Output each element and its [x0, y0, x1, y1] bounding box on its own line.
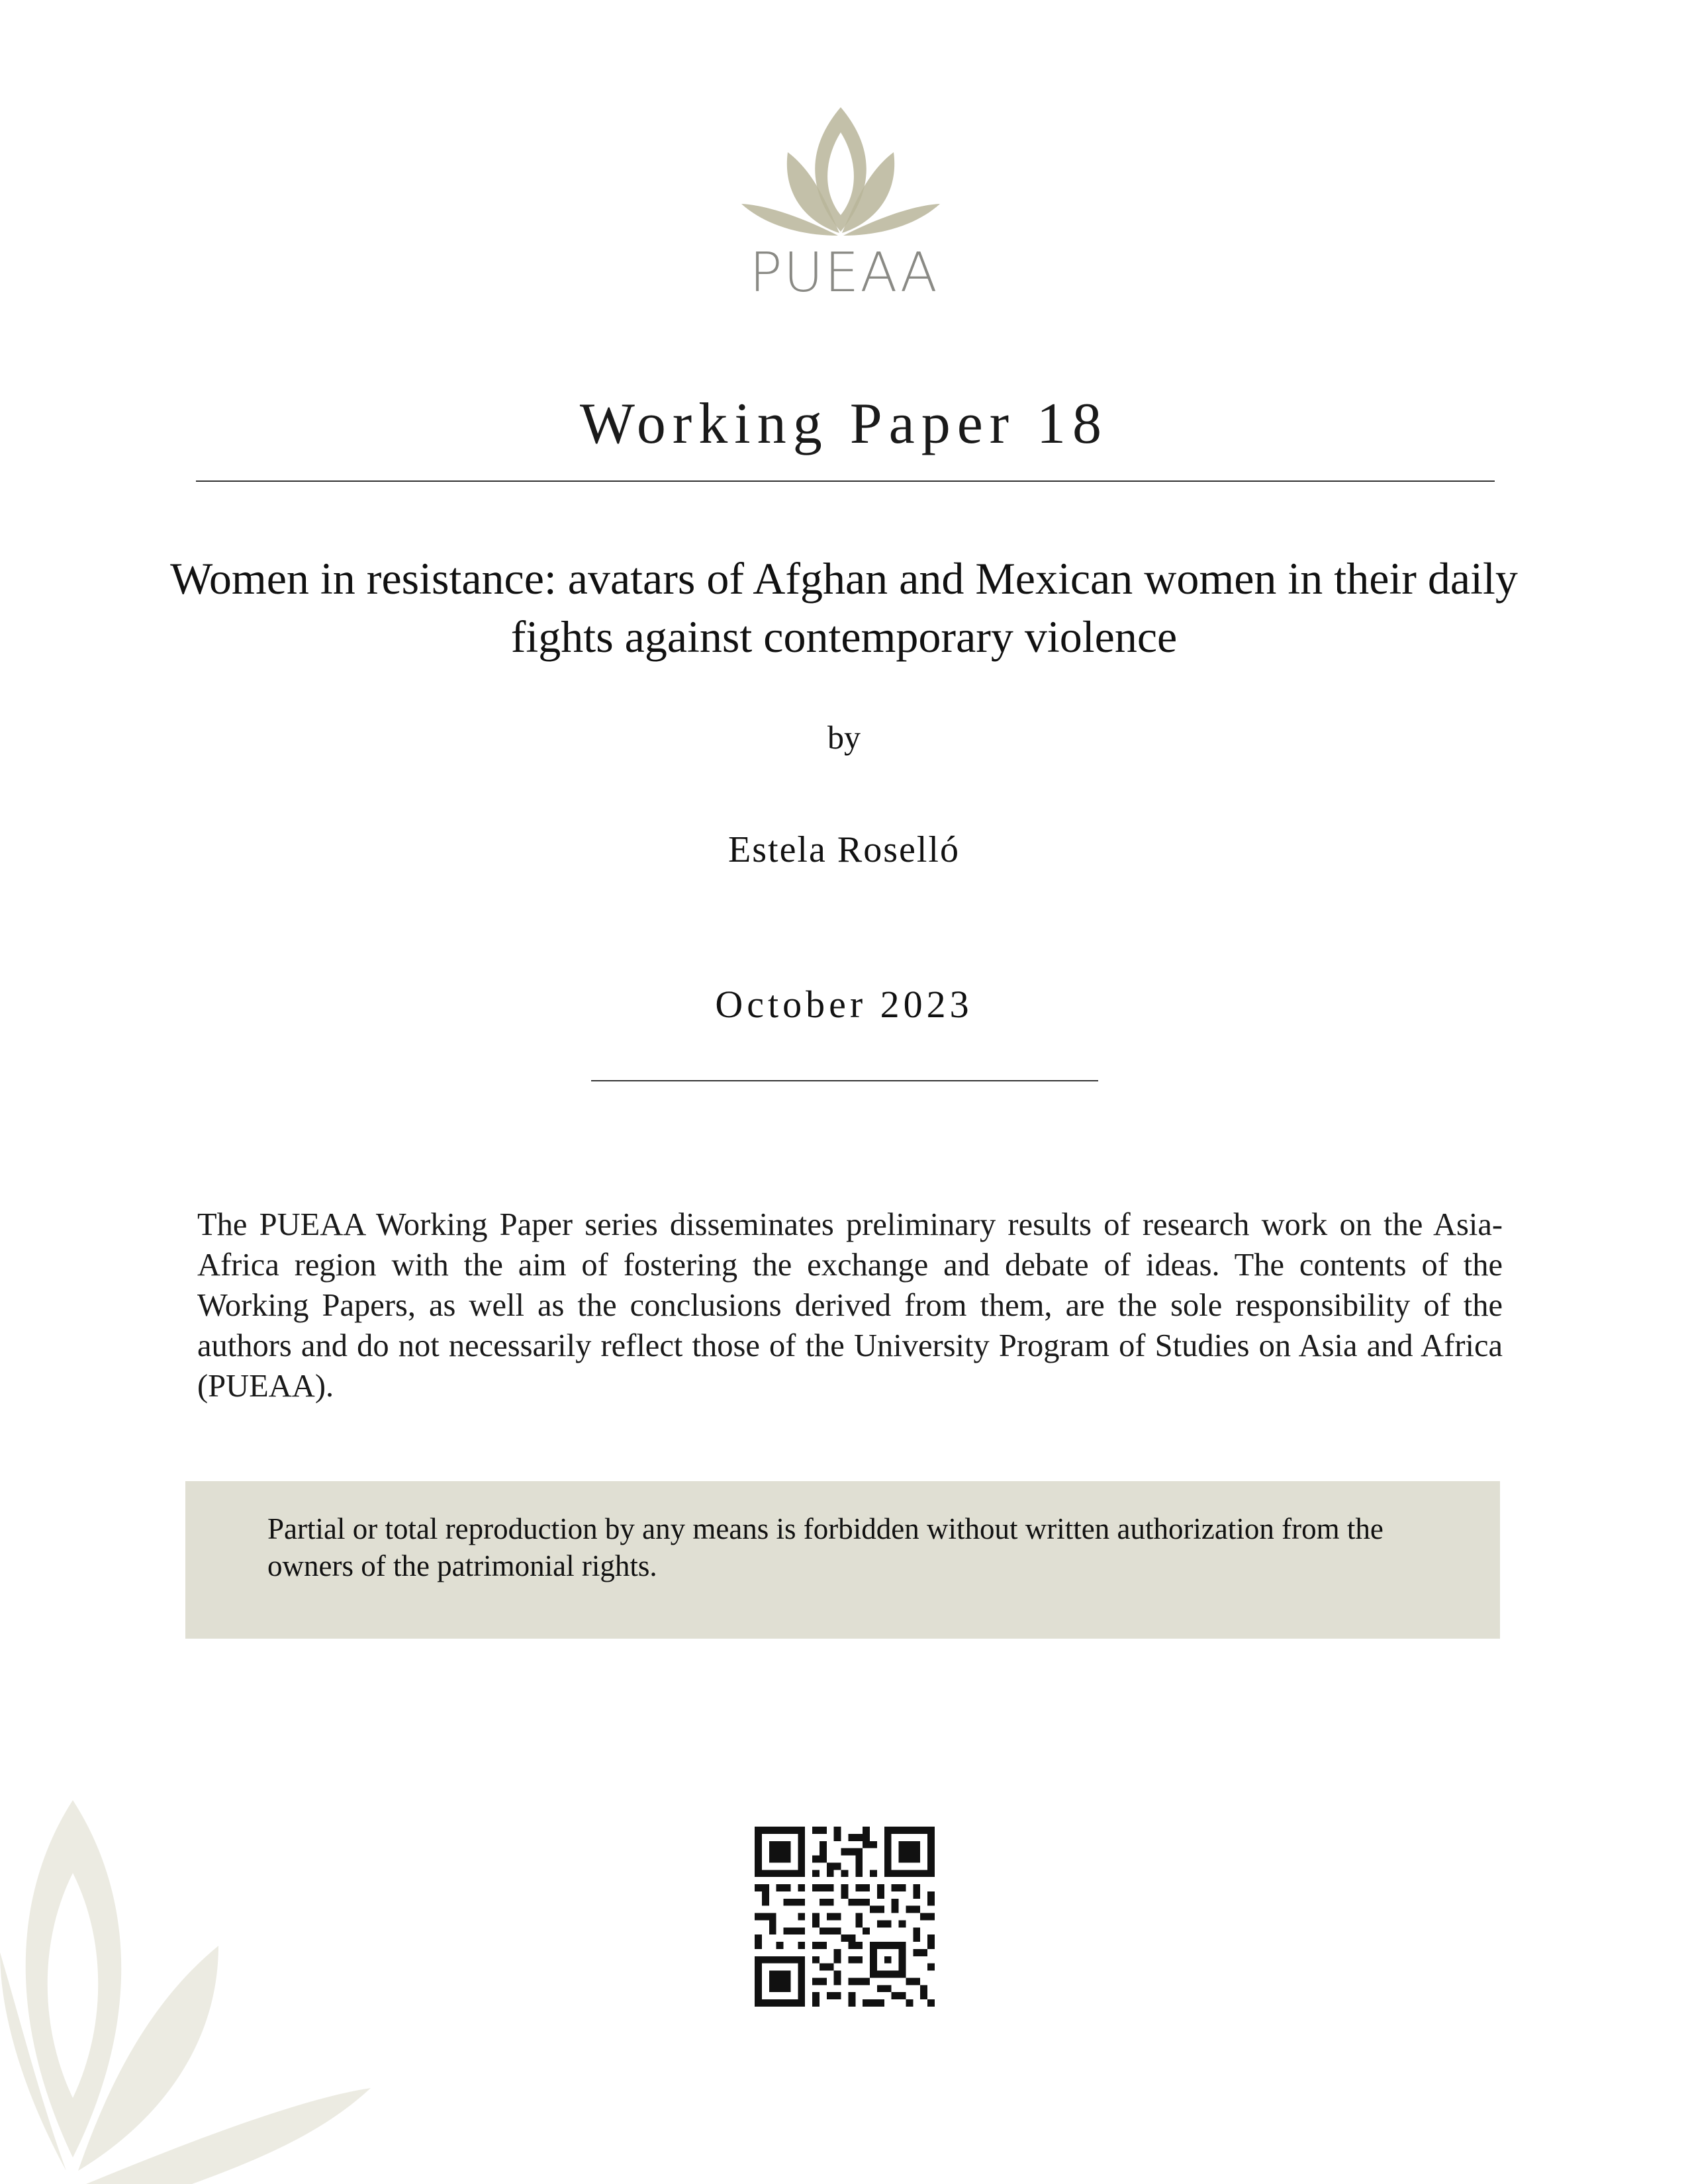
paper-title-line-2: fights against contemporary violence	[510, 612, 1178, 662]
paper-title-line-1: Women in resistance: avatars of Afghan and Mexican women in their daily	[170, 553, 1518, 604]
copyright-notice-line-1: Partial or total reproduction by any means is forbidden without written authorization from the	[267, 1512, 1383, 1545]
date-divider	[591, 1080, 1098, 1081]
author-name: Estela Roselló	[728, 829, 960, 870]
lotus-watermark-icon	[0, 1787, 410, 2184]
copyright-notice-line-2: owners of the patrimonial rights.	[267, 1549, 657, 1582]
logo-text: PUEAA	[749, 242, 939, 304]
paper-title	[132, 549, 1556, 666]
copyright-notice-box	[185, 1481, 1500, 1639]
series-description: The PUEAA Working Paper series disseminates preliminary results of research work on the Asia-Africa region with the aim of fostering the exchange and debate of ideas. The contents of the Working Papers, as well as the conclusions derived from them, are the sole responsibility of the authors and do not necessarily reflect those of the University Program of Studies on Asia and Africa (PUEAA).	[197, 1207, 1503, 1404]
copyright-notice-text	[267, 1510, 1432, 1584]
series-title: Working Paper 18	[579, 392, 1109, 456]
pueaa-logo	[735, 106, 953, 304]
title-divider	[196, 480, 1495, 482]
by-label: by	[827, 719, 861, 756]
qr-code-icon[interactable]	[755, 1827, 935, 2007]
publication-date: October 2023	[715, 983, 973, 1026]
lotus-icon	[741, 106, 940, 245]
